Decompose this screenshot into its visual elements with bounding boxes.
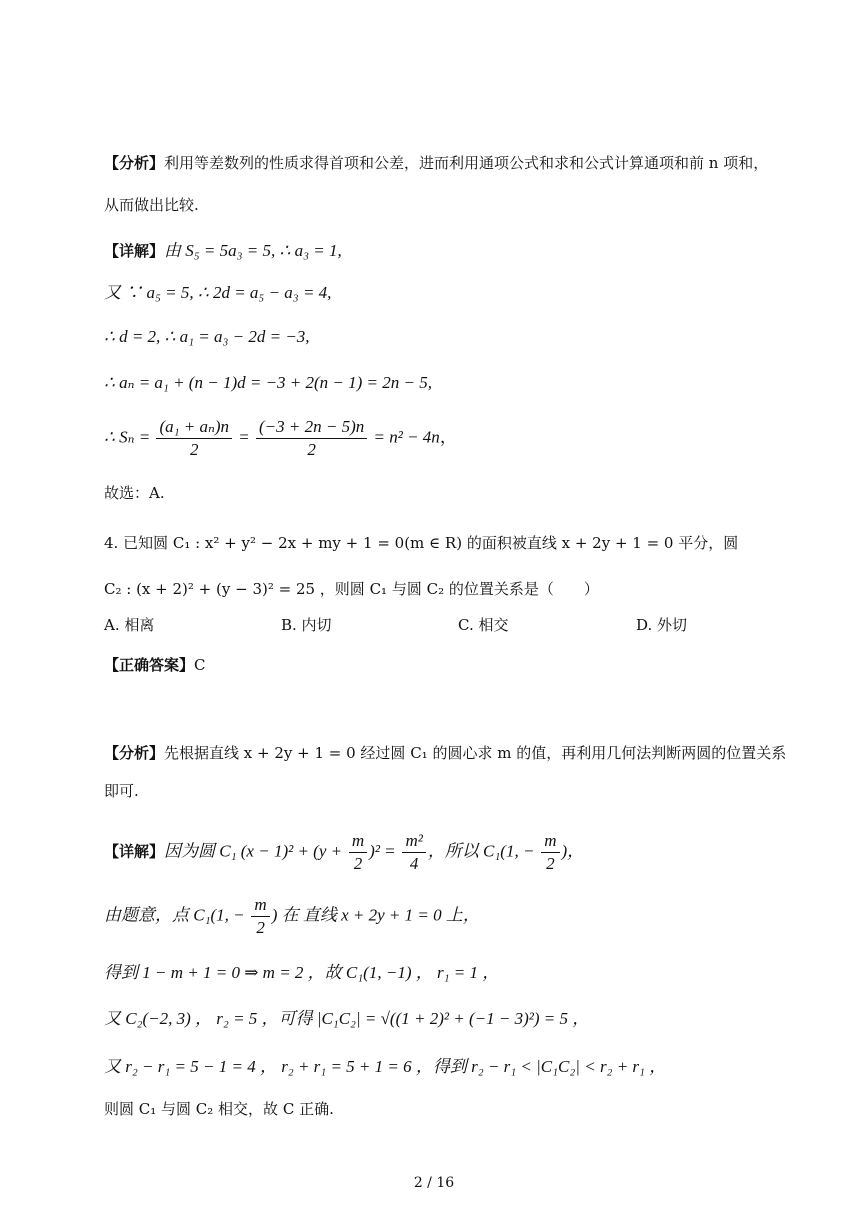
analysis-paragraph xyxy=(104,152,768,174)
fraction xyxy=(256,416,367,461)
answer-label: 【正确答案】 xyxy=(104,656,195,674)
fraction-numerator: m xyxy=(349,830,367,853)
detail-line-4: ∴ aₙ = a₁ + (n − 1)d = −3 + 2(n − 1) = 2n − 5, xyxy=(104,373,433,392)
question-stem: 4. 已知圆 C₁ : x² + y² − 2x + my + 1 = 0(m ∈ R) 的面积被直线 x + 2y + 1 = 0 平分，圆 xyxy=(104,534,739,552)
choice-line: 故选：A. xyxy=(104,484,165,502)
math-expression: ) 在 直线 x + 2y + 1 = 0 上， xyxy=(271,905,480,925)
option-d: D. 外切 xyxy=(636,616,688,634)
detail-label: 【详解】 xyxy=(104,242,165,260)
math-expression: 因为圆 C₁ (x − 1)² + (y + xyxy=(164,841,343,861)
analysis-label: 【分析】 xyxy=(104,744,165,762)
detail-line-4: 又 C₂(−2, 3) ， r₂ = 5 ，可得 |C₁C₂| = √((1 + 2)² + (−1 − 3)²) = 5 ， xyxy=(104,1009,590,1028)
sum-prefix: ∴ Sₙ = xyxy=(104,427,151,447)
detail-line-2 xyxy=(104,894,480,939)
fraction-numerator: m xyxy=(541,830,559,853)
fraction-denominator: 2 xyxy=(256,918,265,937)
analysis-paragraph xyxy=(104,742,786,764)
fraction-numerator: (a₁ + aₙ)n xyxy=(156,416,232,439)
analysis-text-cont: 即可. xyxy=(104,782,139,800)
fraction-numerator: m xyxy=(251,894,269,917)
fraction-denominator: 2 xyxy=(546,854,555,873)
analysis-label: 【分析】 xyxy=(104,154,165,172)
answer-value: C xyxy=(194,656,206,674)
fraction xyxy=(402,830,425,875)
equals-sign: = xyxy=(238,427,250,447)
fraction-denominator: 2 xyxy=(307,440,316,459)
math-expression: 由 S₅ = 5a₃ = 5, ∴ a₃ = 1, xyxy=(164,241,342,260)
detail-line-5: 又 r₂ − r₁ = 5 − 1 = 4 ， r₂ + r₁ = 5 + 1 = 6 ，得到 r₂ − r₁ < |C₁C₂| < r₂ + r₁ ， xyxy=(104,1057,667,1076)
fraction-denominator: 2 xyxy=(189,440,199,459)
option-a: A. 相离 xyxy=(104,616,155,634)
fraction xyxy=(156,416,232,461)
math-expression: )² = xyxy=(369,841,396,861)
detail-line-1 xyxy=(104,830,584,875)
analysis-text: 先根据直线 x + 2y + 1 = 0 经过圆 C₁ 的圆心求 m 的值，再利用几何法判断两圆的位置关系 xyxy=(164,744,787,762)
fraction xyxy=(349,830,367,875)
fraction-numerator: m² xyxy=(402,830,425,853)
fraction-denominator: 2 xyxy=(353,854,363,873)
conclusion-line: 则圆 C₁ 与圆 C₂ 相交，故 C 正确. xyxy=(104,1100,334,1118)
detail-line-3: 得到 1 − m + 1 = 0 ⇒ m = 2 ，故 C₁(1, −1) ， r₁ = 1 ， xyxy=(104,963,500,982)
fraction xyxy=(541,830,559,875)
detail-line-3: ∴ d = 2, ∴ a₁ = a₃ − 2d = −3, xyxy=(104,327,310,346)
answer-line xyxy=(104,654,206,676)
analysis-text-cont: 从而做出比较. xyxy=(104,196,199,214)
math-expression: )， xyxy=(561,841,585,861)
fraction-denominator: 4 xyxy=(409,854,419,873)
detail-label: 【详解】 xyxy=(104,842,165,861)
fraction xyxy=(251,894,269,939)
analysis-text: 利用等差数列的性质求得首项和公差，进而利用通项公式和求和公式计算通项和前 n 项和， xyxy=(164,154,769,172)
question-stem-cont: C₂ : (x + 2)² + (y − 3)² = 25 ，则圆 C₁ 与圆 C₂ 的位置关系是（ ） xyxy=(104,580,599,598)
math-expression: 由题意，点 C₁(1, − xyxy=(104,905,245,925)
detail-line-2: 又 ∵ a₅ = 5, ∴ 2d = a₅ − a₃ = 4, xyxy=(104,283,332,302)
detail-line-1 xyxy=(104,240,342,262)
option-c: C. 相交 xyxy=(458,616,509,634)
option-b: B. 内切 xyxy=(281,616,332,634)
comma: ， xyxy=(439,427,457,447)
sum-formula-line xyxy=(104,416,457,461)
sum-result: = n² − 4n xyxy=(373,427,440,447)
page-number: 2 / 16 xyxy=(413,1175,455,1191)
math-expression: ，所以 C₁(1, − xyxy=(427,841,535,861)
fraction-numerator: (−3 + 2n − 5)n xyxy=(256,416,367,439)
